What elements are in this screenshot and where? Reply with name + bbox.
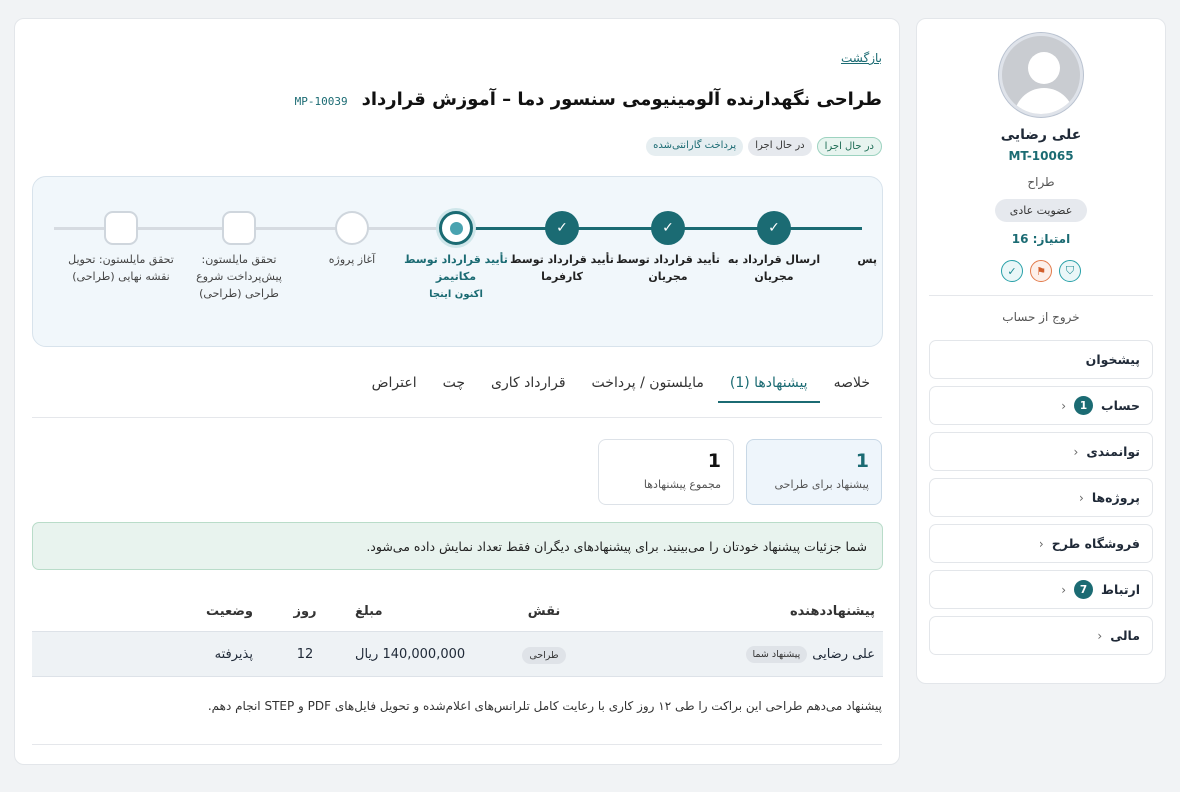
proposal-stats (598, 439, 882, 505)
tab-contract[interactable]: قرارداد کاری (491, 375, 566, 391)
step-label: تحقق مایلستون: پیش‌پرداخت شروع طراحی (طراحی) (196, 253, 282, 300)
table-header (32, 591, 883, 631)
avatar-head-shape (1028, 52, 1060, 84)
sidebar-item-projects[interactable] (929, 478, 1153, 517)
sidebar-item-label: فروشگاه طرح (1051, 536, 1140, 551)
step-label: پس (857, 253, 877, 266)
your-proposal-chip: پیشنهاد شما (746, 646, 808, 663)
achievement-badges (929, 260, 1153, 282)
stat-label: مجموع پیشنهادها (643, 478, 721, 491)
step-label: تحقق مایلستون: تحویل نقشه نهایی (طراحی) (68, 253, 174, 283)
title-row (295, 89, 882, 110)
stat-value: 1 (855, 450, 869, 472)
shield-check-icon: ⛉ (1059, 260, 1081, 282)
chevron-left-icon: ‹ (1061, 398, 1067, 413)
avatar-body-shape (1014, 88, 1074, 117)
chevron-left-icon: ‹ (1097, 628, 1103, 643)
description-divider (32, 744, 882, 745)
proposals-table (32, 591, 883, 677)
step-current-node (439, 211, 473, 245)
step-label: تأیید قرارداد توسط مجریان (616, 253, 720, 283)
step-pending-node (222, 211, 256, 245)
sidebar-item-label: مالی (1110, 628, 1140, 643)
tab-proposals[interactable]: پیشنهادها (1) (718, 364, 820, 403)
tab-milestones[interactable]: مایلستون / پرداخت (591, 375, 704, 391)
sidebar-item-label: حساب (1101, 398, 1140, 413)
logout-button[interactable]: خروج از حساب (1002, 310, 1080, 324)
sidebar-item-dashboard[interactable] (929, 340, 1153, 379)
step-pending-node (335, 211, 369, 245)
table-row[interactable] (32, 631, 883, 677)
step-done-check-icon: ✓ (545, 211, 579, 245)
chevron-left-icon: ‹ (1061, 582, 1067, 597)
status-badge: در حال اجرا (748, 137, 811, 156)
sidebar-item-label: ارتباط (1101, 582, 1140, 597)
step-done-check-icon: ✓ (651, 211, 685, 245)
stat-card-total (598, 439, 734, 505)
cell-amount: 140,000,000 ریال (355, 646, 466, 662)
sidebar-item-label: پروژه‌ها (1091, 490, 1140, 505)
project-code: MP-10039 (294, 95, 348, 108)
back-link[interactable]: بازگشت (841, 51, 882, 65)
contract-stepper (32, 176, 883, 347)
page-title: طراحی نگهدارنده آلومینیومی سنسور دما – آموزش قرارداد (361, 89, 882, 110)
tab-dispute[interactable]: اعتراض (371, 375, 417, 391)
stat-value: 1 (707, 450, 721, 472)
sidebar-item-label: پیشخوان (1085, 352, 1140, 367)
sidebar-item-account[interactable] (929, 386, 1153, 425)
chevron-left-icon: ‹ (1038, 536, 1044, 551)
step-label-current (400, 251, 512, 303)
step-done-check-icon: ✓ (757, 211, 791, 245)
step-label: آغاز پروژه (328, 253, 376, 266)
sidebar-item-label: توانمندی (1086, 444, 1140, 459)
step-pending-node (104, 211, 138, 245)
status-badge: در حال اجرا (817, 137, 882, 156)
payment-badge: پرداخت گارانتی‌شده (646, 137, 743, 156)
col-role: نقش (527, 603, 561, 619)
stat-label: پیشنهاد برای طراحی (774, 478, 869, 491)
user-score: امتیاز: 16 (1011, 232, 1071, 246)
membership-badge: عضویت عادی (995, 199, 1087, 222)
sidebar-item-capability[interactable] (929, 432, 1153, 471)
cell-proposer (603, 646, 883, 663)
stat-card-design (746, 439, 882, 505)
step-label: تأیید قرارداد توسط مکاتیمز (404, 253, 508, 283)
tab-summary[interactable]: خلاصه (833, 375, 870, 391)
cell-days: 12 (296, 646, 314, 662)
user-role: طراح (1027, 175, 1055, 189)
col-status: وضعیت (205, 603, 253, 619)
status-tags (646, 137, 882, 156)
tab-chat[interactable]: چت (442, 375, 466, 391)
col-proposer: پیشنهاددهنده (789, 603, 875, 619)
avatar[interactable] (999, 33, 1083, 117)
info-notice: شما جزئیات پیشنهاد خودتان را می‌بینید. برای پیشنهادهای دیگران فقط تعداد نمایش داده می‌شود. (32, 522, 883, 570)
step-label: ارسال قرارداد به مجریان (727, 253, 821, 283)
sidebar (916, 18, 1166, 684)
sidebar-menu (929, 340, 1153, 655)
chevron-left-icon: ‹ (1079, 490, 1084, 505)
check-circle-icon: ✓ (1001, 260, 1023, 282)
sidebar-item-finance[interactable] (929, 616, 1153, 655)
cell-status: پذیرفته (214, 646, 253, 662)
main-panel (14, 18, 900, 765)
proposal-description: پیشنهاد می‌دهم طراحی این براکت را طی ۱۲ روز کاری با رعایت کامل تلرانس‌های اعلام‌شده و تحویل فایل‌های PDF و STEP انجام دهم. (207, 699, 882, 713)
col-days: روز (293, 603, 317, 619)
role-chip: طراحی (522, 647, 565, 664)
current-step-hint: اکنون اینجا (429, 289, 483, 300)
tabs-divider (32, 417, 882, 418)
step-label: تأیید قرارداد توسط کارفرما (510, 253, 614, 283)
sidebar-item-communication[interactable] (929, 570, 1153, 609)
cell-role (485, 647, 603, 662)
communication-count-badge: 7 (1074, 580, 1093, 599)
current-dot-icon (450, 222, 463, 235)
user-name: علی رضایی (1000, 127, 1082, 143)
proposer-name: علی رضایی (812, 646, 875, 662)
user-code: MT-10065 (1008, 149, 1074, 163)
flag-icon: ⚑ (1030, 260, 1052, 282)
chevron-left-icon: ‹ (1073, 444, 1079, 459)
tab-bar (360, 364, 882, 403)
sidebar-divider (929, 295, 1153, 296)
account-count-badge: 1 (1074, 396, 1093, 415)
sidebar-item-design-store[interactable] (929, 524, 1153, 563)
col-amount: مبلغ (355, 603, 383, 619)
